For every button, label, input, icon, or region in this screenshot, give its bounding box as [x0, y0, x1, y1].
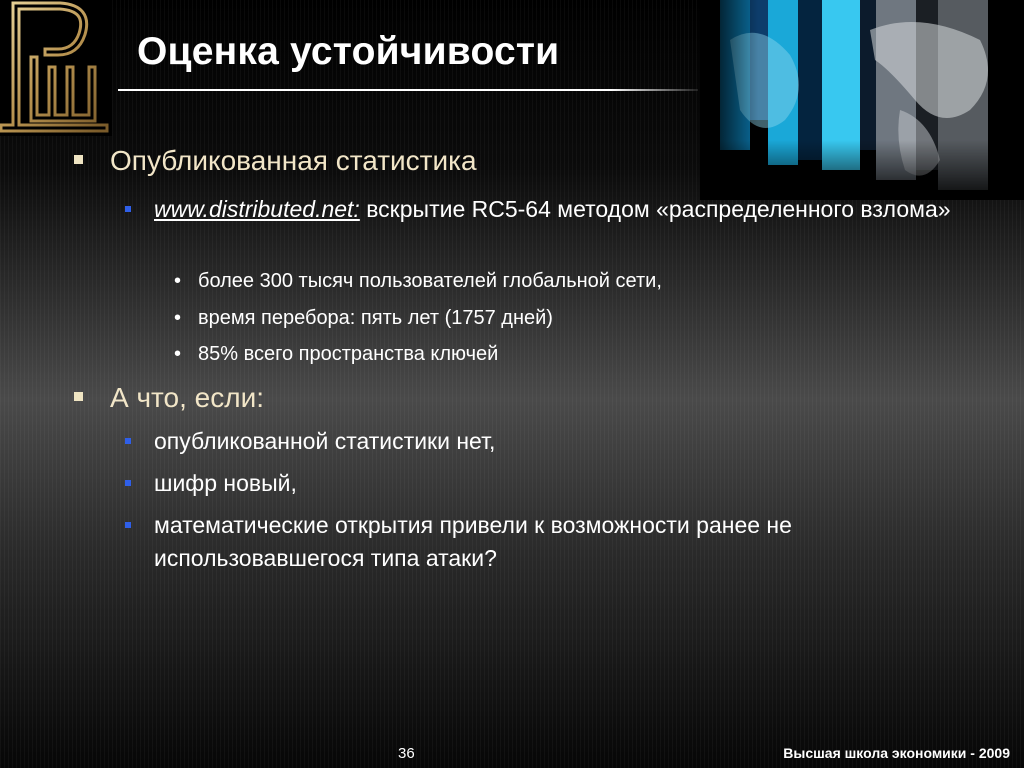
- distributed-net-text: вскрытие RC5-64 методом «распределенного взлома»: [359, 196, 951, 222]
- distributed-net-link[interactable]: www.distributed.net:: [154, 196, 360, 222]
- bullet-users: более 300 тысяч пользователей глобальной сети,: [198, 270, 662, 292]
- bullet-no-statistics: опубликованной статистики нет,: [154, 428, 496, 454]
- footer-text: Высшая школа экономики - 2009: [783, 745, 1010, 761]
- bullet-square-icon: [125, 480, 131, 486]
- bullet-square-icon: [74, 392, 83, 401]
- bullet-what-if: А что, если:: [110, 382, 265, 413]
- bullet-square-icon: [125, 206, 131, 212]
- bullet-square-icon: [125, 438, 131, 444]
- bullet-new-cipher: шифр новый,: [154, 470, 297, 496]
- bullet-square-icon: [74, 155, 83, 164]
- bullet-dot-icon: •: [174, 343, 182, 365]
- bullet-keyspace: 85% всего пространства ключей: [198, 343, 499, 365]
- bullet-math-discoveries: математические открытия привели к возможности ранее не использовавшегося типа атаки?: [154, 512, 792, 571]
- bullet-published-statistics: Опубликованная статистика: [110, 145, 477, 176]
- bullet-square-icon: [125, 522, 131, 528]
- bullet-dot-icon: •: [174, 307, 182, 329]
- bullet-distributed-net: [154, 193, 974, 226]
- bullet-dot-icon: •: [174, 270, 182, 292]
- slide-title: Оценка устойчивости: [137, 30, 560, 73]
- bullet-time: время перебора: пять лет (1757 дней): [198, 307, 553, 329]
- page-number: 36: [398, 745, 415, 762]
